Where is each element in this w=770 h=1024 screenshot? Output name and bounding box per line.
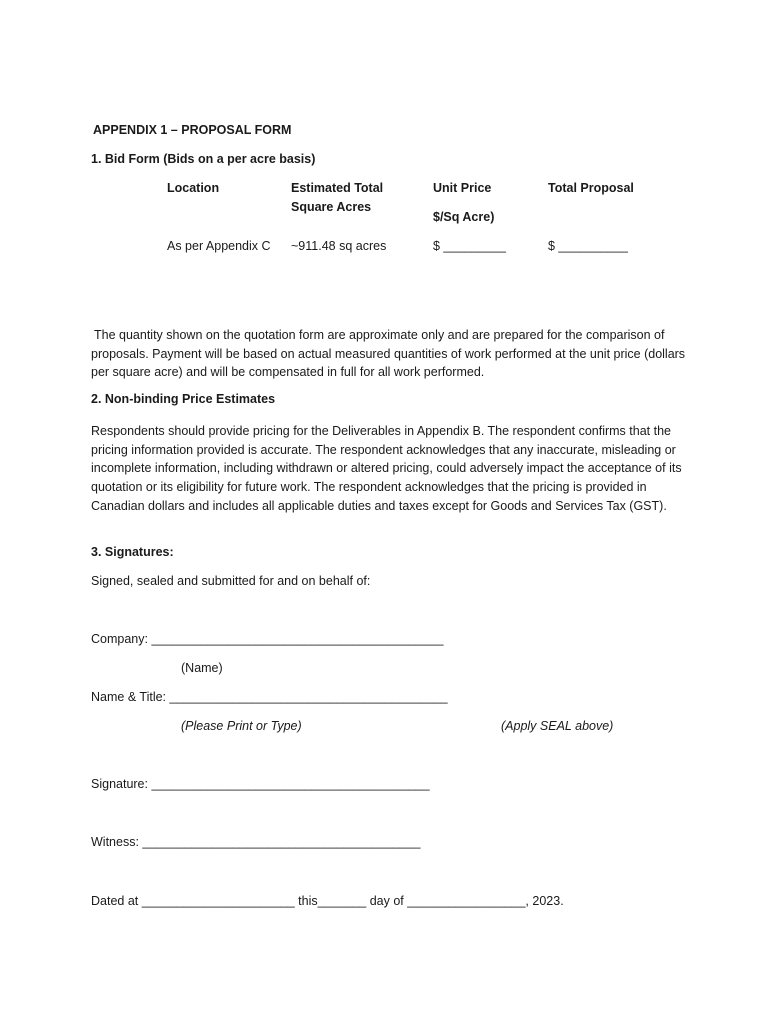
row-area: ~911.48 sq acres (291, 239, 387, 253)
signed-intro: Signed, sealed and submitted for and on behalf of: (91, 574, 371, 588)
header-area-line1: Estimated Total (291, 181, 384, 195)
quantity-note: The quantity shown on the quotation form are approximate only and are prepared for the comparison of proposals. Payment will be based on actual measured quantities of work performed at the unit price (dollars per square acre) and will be compensated in full for all work performed. (91, 328, 686, 380)
document-title: APPENDIX 1 – PROPOSAL FORM (93, 123, 292, 137)
row-total-proposal-field[interactable]: $ __________ (548, 239, 628, 253)
row-location: As per Appendix C (167, 239, 271, 253)
dated-line[interactable]: Dated at ______________________ this_______ day of _________________, 2023. (91, 894, 564, 908)
company-field[interactable]: Company: __________________________________________ (91, 632, 444, 646)
header-total-proposal: Total Proposal (548, 181, 634, 195)
name-title-field[interactable]: Name & Title: ________________________________________ (91, 690, 448, 704)
section-1-heading: 1. Bid Form (Bids on a per acre basis) (91, 152, 316, 166)
header-location: Location (167, 181, 220, 195)
name-label: (Name) (181, 661, 223, 675)
section-2-heading: 2. Non-binding Price Estimates (91, 392, 276, 406)
seal-hint: (Apply SEAL above) (501, 719, 614, 733)
header-area-line2: Square Acres (291, 200, 372, 214)
section-3-heading: 3. Signatures: (91, 545, 174, 559)
row-unit-price-field[interactable]: $ _________ (433, 239, 506, 253)
print-hint: (Please Print or Type) (181, 719, 302, 733)
header-unit-price-sub: $/Sq Acre) (433, 210, 495, 224)
witness-field[interactable]: Witness: ________________________________________ (91, 835, 421, 849)
pricing-disclaimer: Respondents should provide pricing for the Deliverables in Appendix B. The respondent confirms that the pricing information provided is accurate. The respondent acknowledges that any inaccurate, misleading or incomplete information, including withdrawn or altered pricing, could adversely impact the acceptance of its quotation or its eligibility for future work. The respondent acknowledges that the pricing is provided in Canadian dollars and includes all applicable duties and taxes except for Goods and Services Tax (GST). (91, 424, 682, 513)
signature-field[interactable]: Signature: ________________________________________ (91, 777, 430, 791)
header-unit-price: Unit Price (433, 181, 492, 195)
